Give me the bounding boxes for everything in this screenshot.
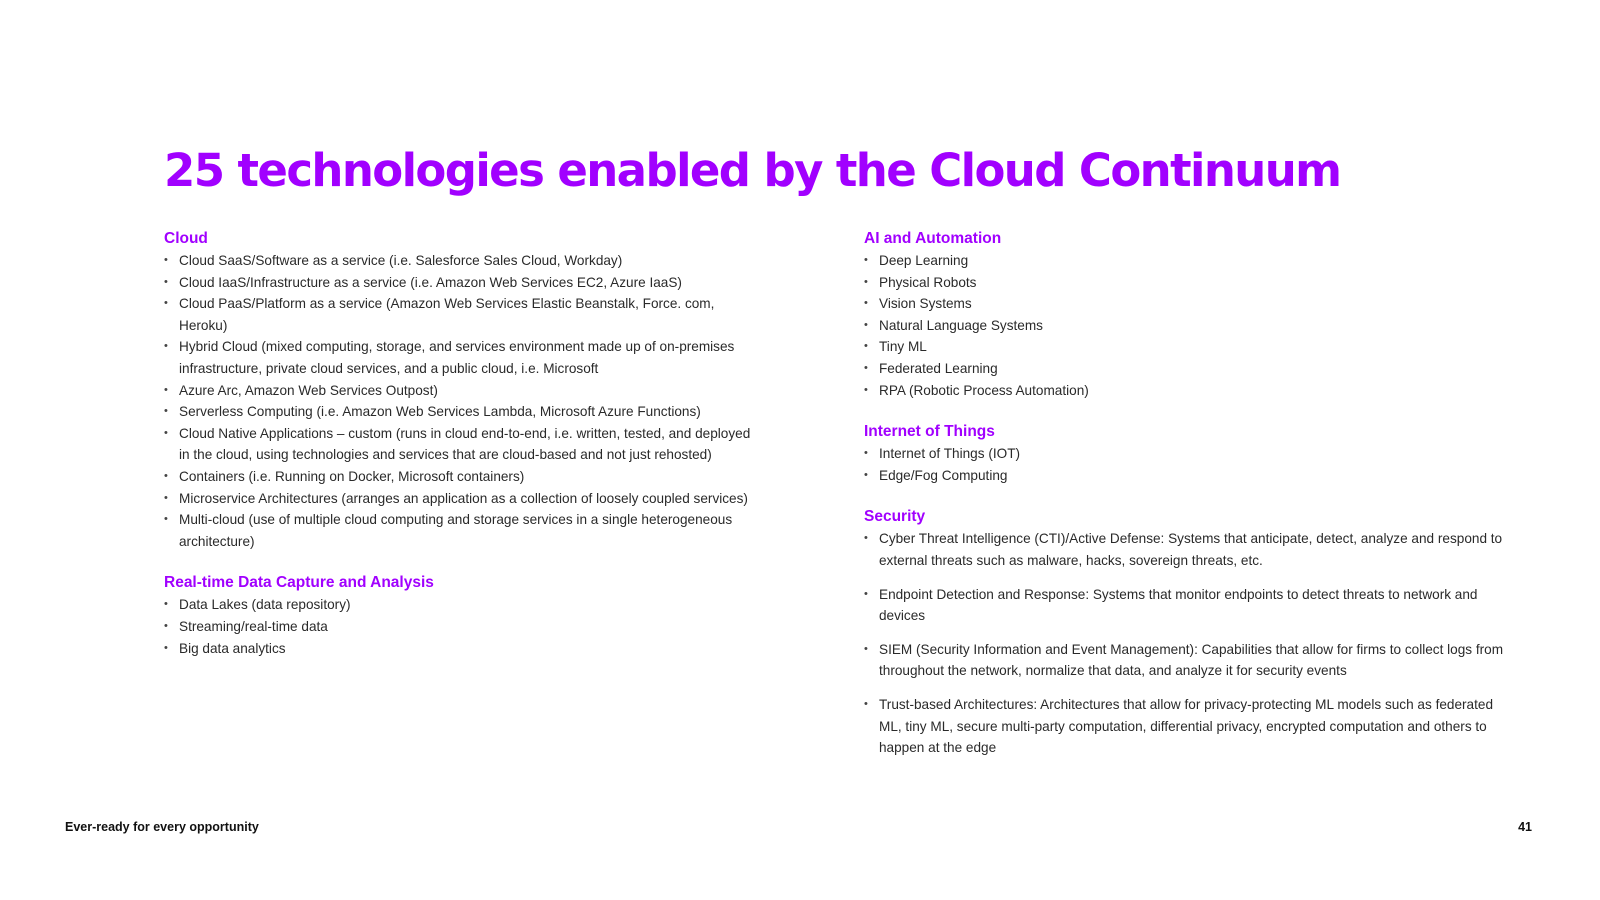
- list-item: • Azure Arc, Amazon Web Services Outpost): [164, 380, 764, 402]
- cloud-list: [164, 250, 764, 552]
- list-item: • Endpoint Detection and Response: Systems that monitor endpoints to detect threats to network and devices: [864, 584, 1504, 627]
- list-item: • Serverless Computing (i.e. Amazon Web Services Lambda, Microsoft Azure Functions): [164, 401, 764, 423]
- list-item: • Trust-based Architectures: Architectures that allow for privacy-protecting ML models such as federated ML, tiny ML, secure multi-party computation, differential privacy, encrypted computation and others to happen at the edge: [864, 694, 1504, 759]
- list-item: • Vision Systems: [864, 293, 1504, 315]
- list-item: • Multi-cloud (use of multiple cloud computing and storage services in a single heterogeneous architecture): [164, 509, 764, 552]
- section-heading-security: Security: [864, 508, 926, 526]
- list-item: • RPA (Robotic Process Automation): [864, 380, 1504, 402]
- list-item: • Data Lakes (data repository): [164, 594, 764, 616]
- section-heading-cloud: Cloud: [164, 230, 208, 247]
- list-item: • Cyber Threat Intelligence (CTI)/Active Defense: Systems that anticipate, detect, analyze and respond to external threats such as malware, hacks, sovereign threats, etc.: [864, 528, 1504, 571]
- section-realtime: [164, 572, 764, 659]
- list-item: • Edge/Fog Computing: [864, 465, 1504, 487]
- section-cloud: [164, 228, 764, 552]
- section-heading-iot: Internet of Things: [864, 423, 995, 441]
- list-item: • Internet of Things (IOT): [864, 443, 1504, 465]
- list-item: • Cloud PaaS/Platform as a service (Amazon Web Services Elastic Beanstalk, Force. com, Heroku): [164, 293, 764, 336]
- list-item: • Microservice Architectures (arranges an application as a collection of loosely coupled services): [164, 488, 764, 510]
- realtime-list: [164, 594, 764, 659]
- list-item: • Cloud SaaS/Software as a service (i.e. Salesforce Sales Cloud, Workday): [164, 250, 764, 272]
- section-iot: [864, 421, 1504, 486]
- list-item: • Physical Robots: [864, 272, 1504, 294]
- list-item: • Big data analytics: [164, 638, 764, 660]
- list-item: • Deep Learning: [864, 250, 1504, 272]
- list-item: • Hybrid Cloud (mixed computing, storage, and services environment made up of on-premises infrastructure, private cloud services, and a public cloud, i.e. Microsoft: [164, 336, 764, 379]
- section-heading-realtime: Real-time Data Capture and Analysis: [164, 574, 434, 592]
- page-number: 41: [1518, 820, 1532, 834]
- ai-list: [864, 250, 1504, 401]
- section-security: [864, 506, 1504, 758]
- list-item: • Containers (i.e. Running on Docker, Microsoft containers): [164, 466, 764, 488]
- page-title: 25 technologies enabled by the Cloud Continuum: [164, 144, 1341, 197]
- left-column: [164, 228, 764, 679]
- list-item: • Cloud IaaS/Infrastructure as a service (i.e. Amazon Web Services EC2, Azure IaaS): [164, 272, 764, 294]
- security-list: [864, 528, 1504, 758]
- right-column: [864, 228, 1504, 779]
- section-ai: [864, 228, 1504, 401]
- iot-list: [864, 443, 1504, 486]
- footer-tagline: Ever-ready for every opportunity: [65, 820, 259, 834]
- list-item: • Streaming/real-time data: [164, 616, 764, 638]
- list-item: • Natural Language Systems: [864, 315, 1504, 337]
- section-heading-ai: AI and Automation: [864, 230, 1002, 247]
- list-item: • Cloud Native Applications – custom (runs in cloud end-to-end, i.e. written, tested, and deployed in the cloud, using technologies and services that are cloud-based and not just rehosted): [164, 423, 764, 466]
- list-item: • Federated Learning: [864, 358, 1504, 380]
- list-item: • Tiny ML: [864, 336, 1504, 358]
- list-item: • SIEM (Security Information and Event Management): Capabilities that allow for firms to collect logs from throughout the network, normalize that data, and analyze it for security events: [864, 639, 1504, 682]
